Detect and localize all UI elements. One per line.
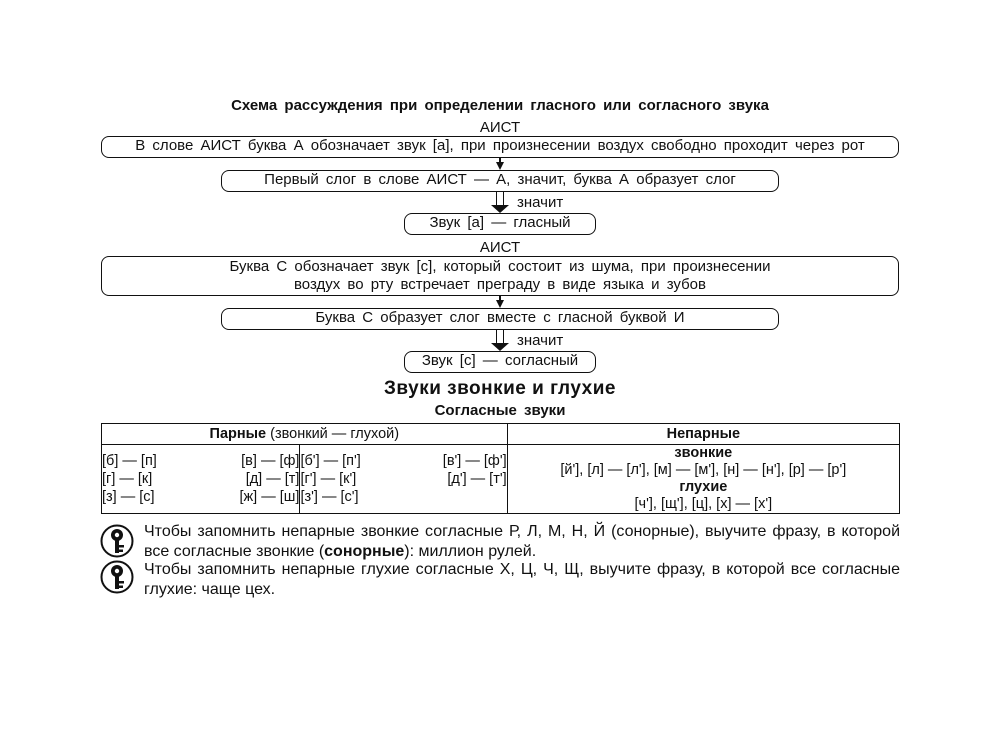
word-aist-1: АИСТ [479,119,521,136]
note-1-part-1: Чтобы запомнить непарные звонкие согласные Р, Л, М, Н, Й (сонорные), выучите фразу, в которой все согласные звонкие ( [144,523,900,560]
connector-label: значит [517,332,564,349]
box-line-2: воздух во рту встречает преграду в виде языка и зубов [293,276,706,293]
word-aist-2: АИСТ [479,239,521,256]
conclusion-box-consonant: Звук [с] — согласный [404,351,596,373]
section-subtitle: Согласные звуки [434,402,566,419]
pair: [г'] — [к'] [300,471,357,487]
paired-hard-cell [102,445,300,514]
pair: [в] — [ф] [241,453,300,469]
unpaired-cell [507,445,899,514]
reasoning-box-vowel-1: В слове АИСТ буква А обозначает звук [а], при произнесении воздух свободно проходит через рот [101,136,899,158]
reasoning-box-consonant-1 [101,256,899,296]
pair: [з] — [с] [102,489,155,505]
pair-row [102,452,299,470]
pair: [в'] — [ф'] [442,453,507,469]
key-icon [100,560,134,594]
note-2-text: Чтобы запомнить непарные глухие согласные Х, Ц, Ч, Щ, выучите фразу, в которой все согласные глухие: чаще цех. [144,561,900,598]
double-arrow-shaft [496,330,504,344]
paired-soft-cell [300,445,507,514]
paired-header-rest: (звонкий — глухой) [270,426,400,442]
box-line-1: Буква С обозначает звук [с], который состоит из шума, при произнесении [229,258,771,275]
note-1-bold: сонорные [324,543,405,560]
pair-row [102,488,299,506]
connector-label: значит [517,194,564,211]
scheme-title: Схема рассуждения при определении гласного или согласного звука [231,97,769,114]
reasoning-box-consonant-2: Буква С образует слог вместе с гласной буквой И [221,308,779,330]
pair-row [300,470,506,488]
pair: [б] — [п] [102,453,157,469]
pair: [д] — [т] [245,471,300,487]
paired-header-bold: Парные [209,426,267,442]
note-1-part-2: ): миллион рулей. [404,543,537,560]
conclusion-box-vowel: Звук [а] — гласный [404,213,596,235]
voiceless-label: глухие [679,479,728,495]
pair: [г] — [к] [102,471,153,487]
double-arrow-icon [491,205,509,213]
pair-row [300,488,506,506]
section-title: Звуки звонкие и глухие [384,378,616,399]
consonants-table [101,423,900,514]
pair-row [102,470,299,488]
unpaired-header: Непарные [507,424,899,445]
note-1-text [144,522,900,562]
pair: [ж] — [ш] [239,489,300,505]
voiced-label: звонкие [674,445,733,461]
key-icon [100,524,134,558]
double-arrow-icon [491,343,509,351]
voiced-sounds: [й'], [л] — [л'], [м] — [м'], [н] — [н'], [р] — [р'] [560,462,847,478]
pair: [д'] — [т'] [447,471,507,487]
down-arrow-icon [496,162,504,170]
paired-header [102,424,508,445]
mnemonic-note-1 [100,522,900,562]
pair: [з'] — [с'] [300,489,359,505]
double-arrow-shaft [496,192,504,206]
pair-row [300,452,506,470]
mnemonic-note-2 [100,560,900,600]
reasoning-box-vowel-2: Первый слог в слове АИСТ — А, значит, буква А образует слог [221,170,779,192]
pair: [б'] — [п'] [300,453,361,469]
voiceless-sounds: [ч'], [щ'], [ц], [х] — [х'] [634,496,773,512]
down-arrow-icon [496,300,504,308]
